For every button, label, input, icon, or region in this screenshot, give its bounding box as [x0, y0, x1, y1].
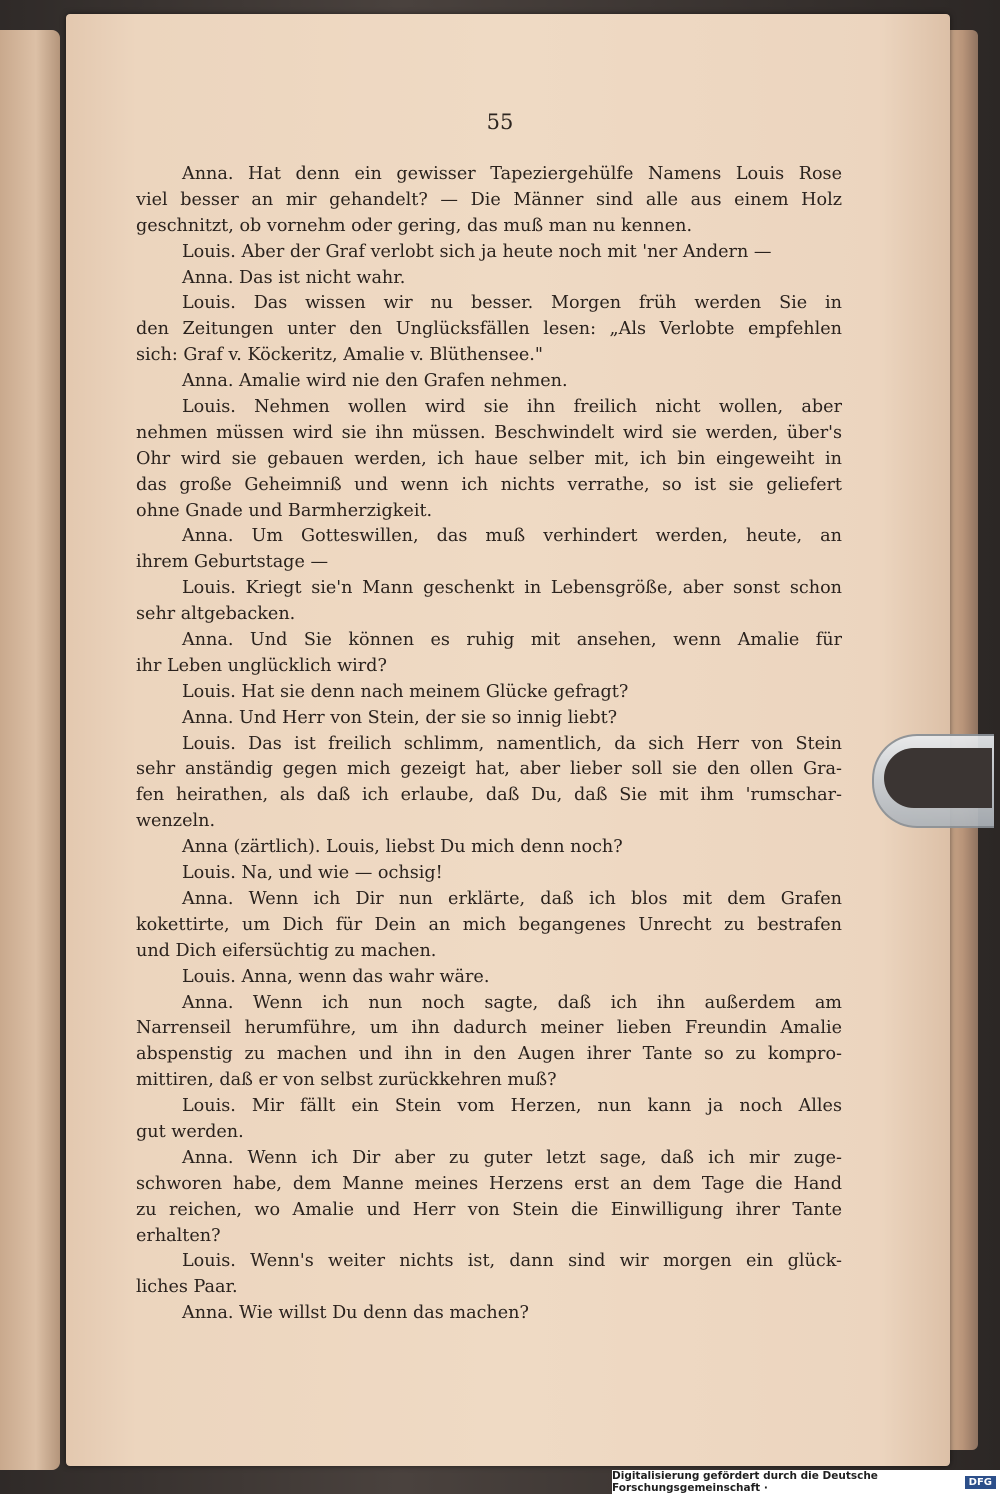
- text-line: zu reichen, wo Amalie und Herr von Stein die Einwilligung ihrer Tante: [136, 1199, 842, 1220]
- text-line: ihr Leben unglücklich wird?: [136, 655, 387, 676]
- facing-page-edge: [0, 30, 60, 1470]
- text-line: ihrem Geburtstage —: [136, 552, 329, 573]
- text-line: erhalten?: [136, 1225, 221, 1246]
- text-line: Louis. Mir fällt ein Stein vom Herzen, nun kann ja noch Alles: [182, 1096, 842, 1117]
- footer-text: Digitalisierung gefördert durch die Deutsche Forschungsgemeinschaft ·: [612, 1470, 878, 1494]
- text-line: abspenstig zu machen und ihn in den Augen ihrer Tante so zu kompro-: [136, 1044, 842, 1065]
- page-clip-opening: [884, 748, 992, 808]
- text-line: viel besser an mir gehandelt? — Die Männer sind alle aus einem Holz: [136, 189, 842, 210]
- text-line: Louis. Das ist freilich schlimm, namentlich, da sich Herr von Stein: [182, 733, 842, 754]
- text-line: Louis. Nehmen wollen wird sie ihn freilich nicht wollen, aber: [182, 397, 842, 418]
- page-number: 55: [486, 110, 514, 134]
- text-line: mittiren, daß er von selbst zurückkehren muß?: [136, 1070, 557, 1091]
- text-line: Louis. Hat sie denn nach meinem Glücke gefragt?: [182, 681, 629, 702]
- text-line: Louis. Na, und wie — ochsig!: [182, 863, 443, 884]
- text-line: Ohr wird sie gebauen werden, ich haue selber mit, ich bin eingeweiht in: [136, 448, 842, 469]
- text-line: Narrenseil herumführe, um ihn dadurch meiner lieben Freundin Amalie: [136, 1018, 842, 1039]
- text-line: geschnitzt, ob vornehm oder gering, das muß man nu kennen.: [136, 215, 693, 236]
- text-line: Anna. Amalie wird nie den Grafen nehmen.: [182, 371, 568, 392]
- text-line: sich: Graf v. Köckeritz, Amalie v. Blüthensee.": [136, 345, 543, 366]
- text-line: und Dich eifersüchtig zu machen.: [136, 940, 437, 961]
- text-line: Anna. Wenn ich Dir aber zu guter letzt sage, daß ich mir zuge-: [182, 1147, 842, 1168]
- dfg-logo: DFG: [965, 1476, 996, 1489]
- text-line: ohne Gnade und Barmherzigkeit.: [136, 500, 433, 521]
- text-line: sehr altgebacken.: [136, 604, 296, 625]
- text-line: das große Geheimniß und wenn ich nichts verrathe, so ist sie geliefert: [136, 474, 842, 495]
- text-line: fen heirathen, als daß ich erlaube, daß Du, daß Sie mit ihm 'rumschar-: [136, 785, 842, 806]
- text-line: sehr anständig gegen mich gezeigt hat, aber lieber soll sie den ollen Gra-: [136, 759, 842, 780]
- text-line: Anna. Um Gotteswillen, das muß verhindert werden, heute, an: [182, 526, 842, 547]
- text-line: Louis. Kriegt sie'n Mann geschenkt in Lebensgröße, aber sonst schon: [182, 578, 842, 599]
- text-line: Louis. Wenn's weiter nichts ist, dann sind wir morgen ein glück-: [182, 1251, 842, 1272]
- text-line: Anna. Hat denn ein gewisser Tapeziergehülfe Namens Louis Rose: [182, 164, 842, 184]
- funding-footer: [612, 1470, 1000, 1494]
- text-line: wenzeln.: [136, 811, 216, 832]
- text-line: Anna. Wenn ich Dir nun erklärte, daß ich blos mit dem Grafen: [182, 888, 842, 909]
- page-text: [136, 162, 842, 1327]
- text-line: Anna. Wenn ich nun noch sagte, daß ich ihn außerdem am: [182, 992, 842, 1013]
- text-line: Anna. Wie willst Du denn das machen?: [182, 1303, 529, 1324]
- text-line: gut werden.: [136, 1121, 244, 1142]
- text-line: schworen habe, dem Manne meines Herzens erst an dem Tage die Hand: [136, 1173, 842, 1194]
- text-line: Louis. Das wissen wir nu besser. Morgen früh werden Sie in: [182, 293, 842, 314]
- text-line: kokettirte, um Dich für Dein an mich begangenes Unrecht zu bestrafen: [136, 914, 842, 935]
- text-line: Anna (zärtlich). Louis, liebst Du mich denn noch?: [182, 837, 623, 858]
- text-line: Louis. Anna, wenn das wahr wäre.: [182, 966, 490, 987]
- text-line: Anna. Und Sie können es ruhig mit ansehen, wenn Amalie für: [182, 630, 842, 651]
- text-line: Anna. Das ist nicht wahr.: [182, 267, 406, 288]
- text-line: Louis. Aber der Graf verlobt sich ja heute noch mit 'ner Andern —: [182, 241, 772, 262]
- text-line: liches Paar.: [136, 1277, 238, 1298]
- text-line: nehmen müssen wird sie ihn müssen. Beschwindelt wird sie werden, über's: [136, 422, 842, 443]
- text-line: Anna. Und Herr von Stein, der sie so innig liebt?: [182, 707, 618, 728]
- text-line: den Zeitungen unter den Unglücksfällen lesen: „Als Verlobte empfehlen: [136, 319, 842, 340]
